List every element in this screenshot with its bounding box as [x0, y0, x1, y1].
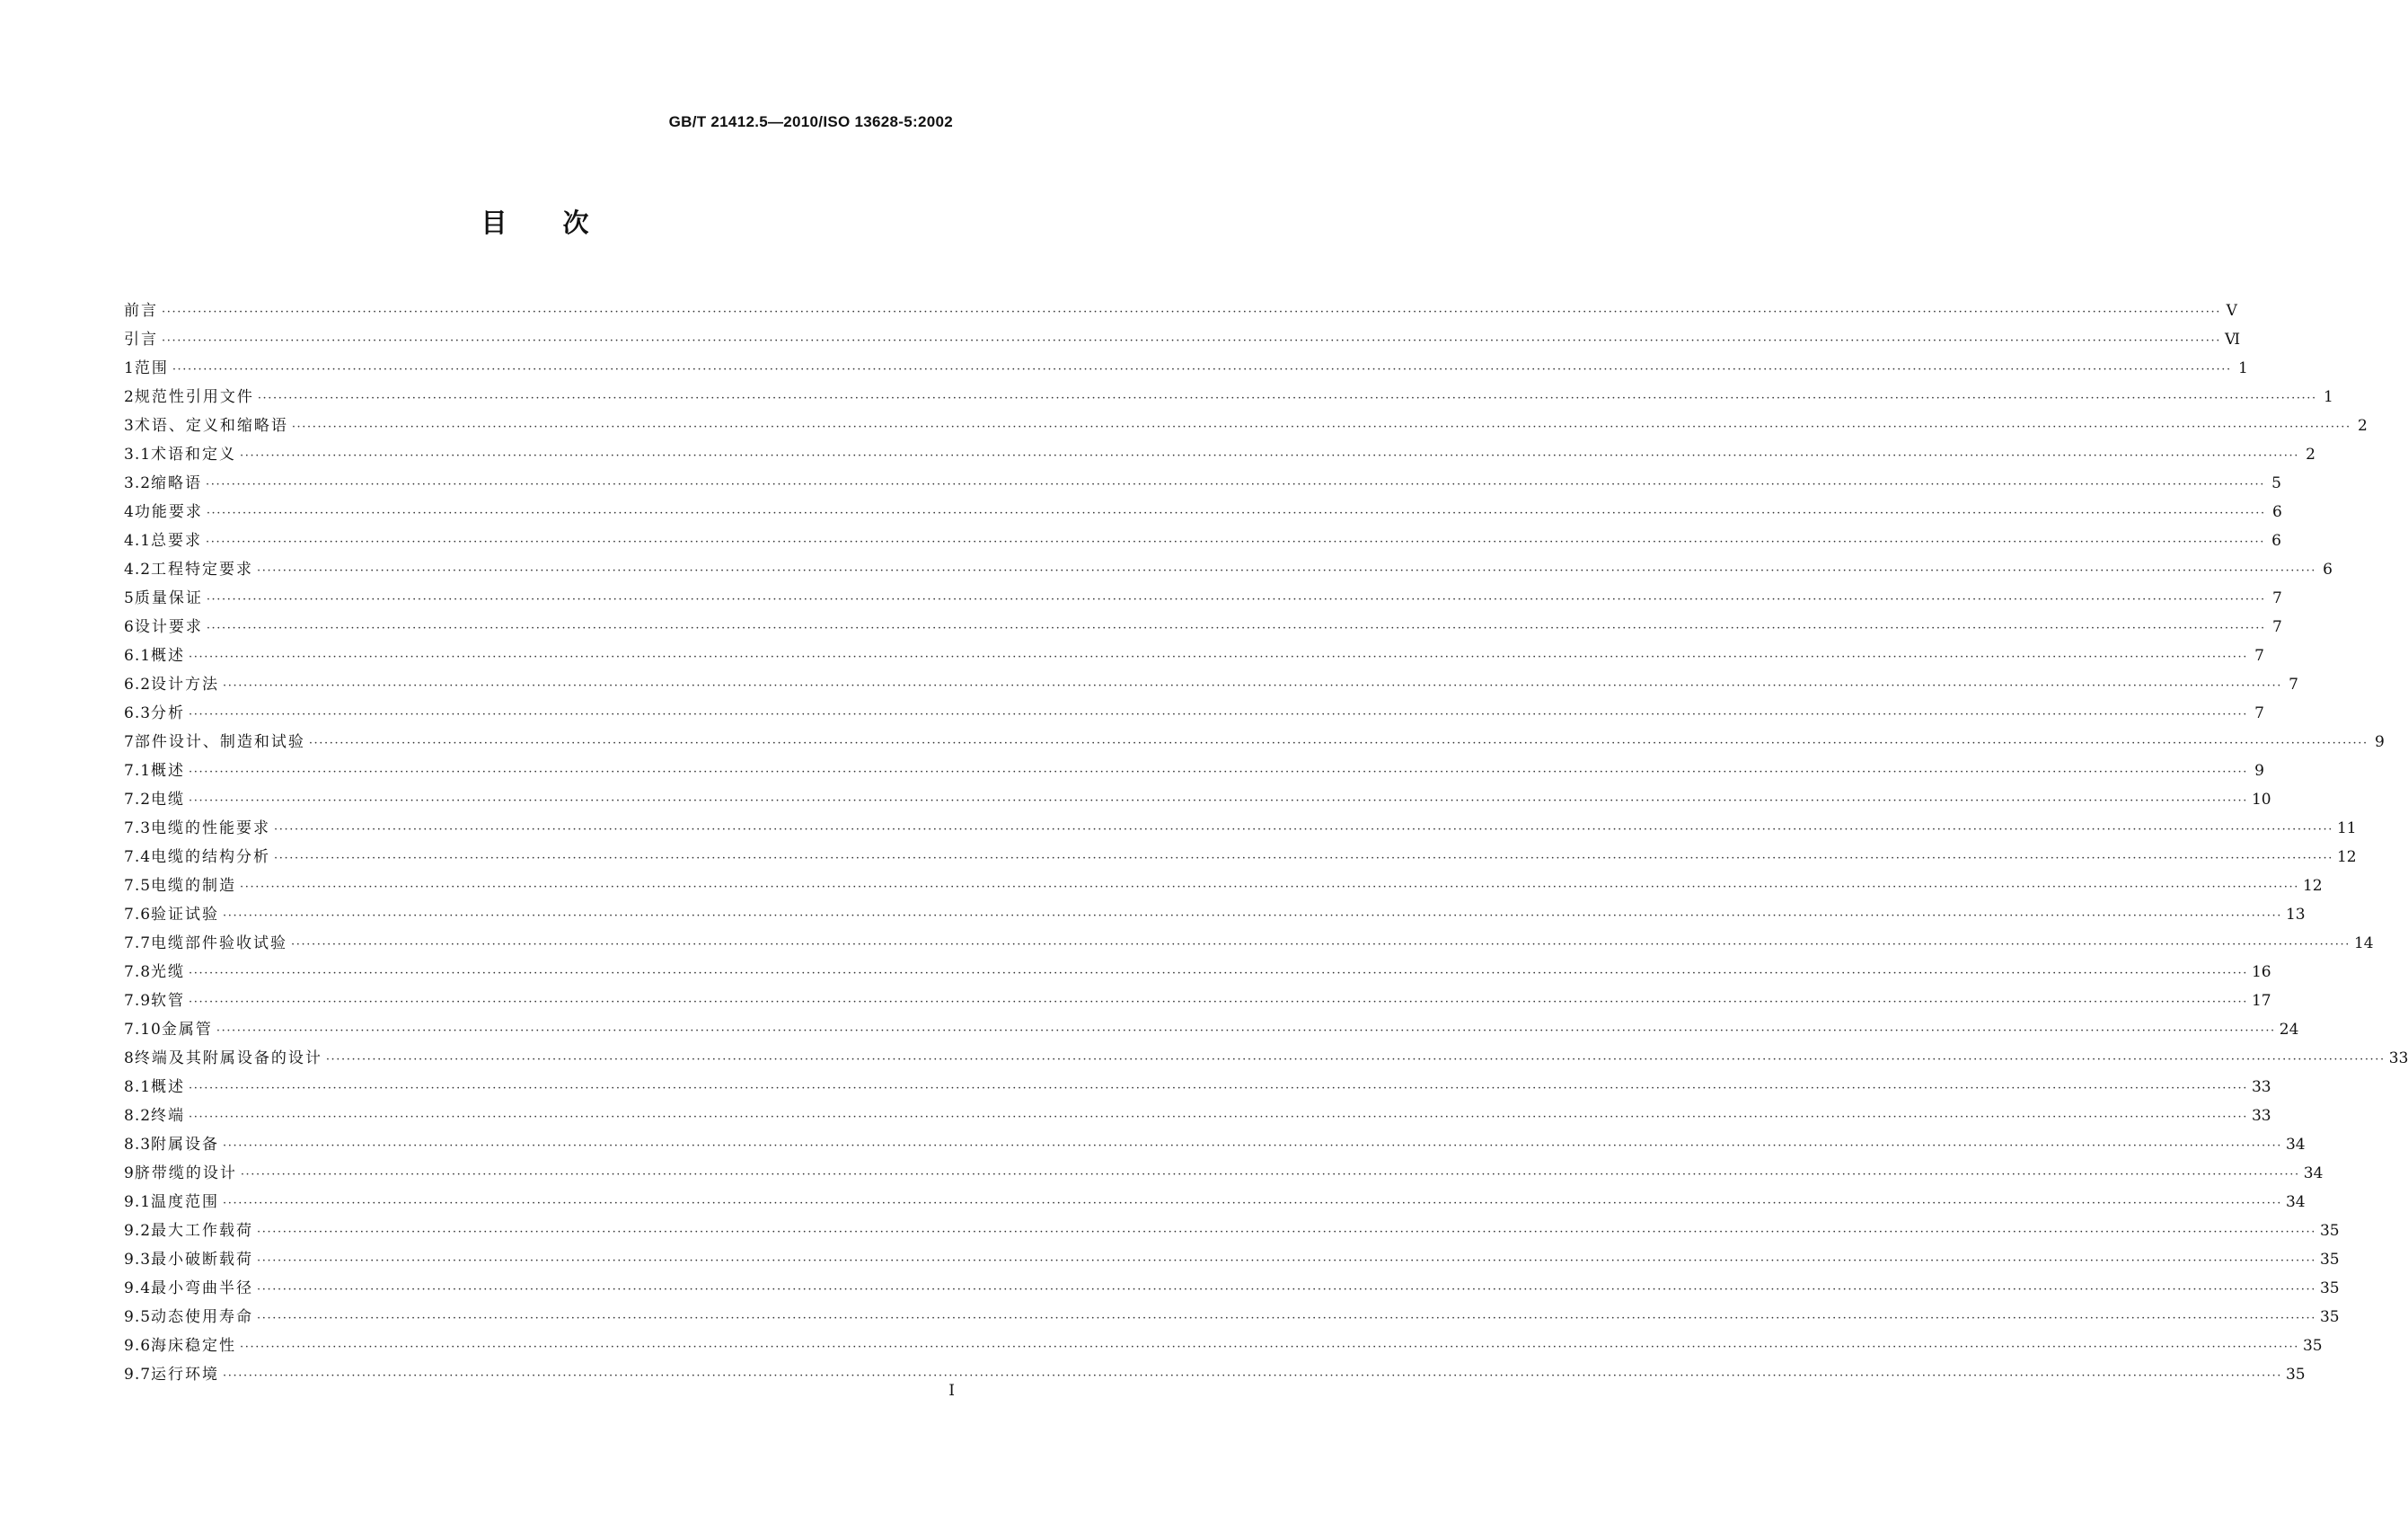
- toc-entry[interactable]: [124, 958, 2271, 987]
- toc-entry-page: 7: [2289, 676, 2298, 694]
- toc-entry-number: 7.6: [124, 906, 152, 924]
- toc-dot-leader: ················································································································································································································································································································································································································: [223, 1197, 2282, 1210]
- toc-entry-number: 9.1: [124, 1193, 152, 1211]
- toc-dot-leader: ················································································································································································································································································································································································································: [257, 564, 2316, 578]
- toc-entry-page: 7: [2271, 618, 2282, 636]
- toc-entry-page: 33: [2251, 1078, 2271, 1096]
- toc-dot-leader: ················································································································································································································································································································································································································: [206, 593, 2266, 606]
- toc-entry-number: 9.7: [124, 1366, 152, 1384]
- toc-dot-leader: ················································································································································································································································································································································································································: [206, 622, 2266, 635]
- toc-entry-title: 设计要求: [134, 618, 203, 636]
- page-title: 目次: [481, 208, 645, 238]
- toc-entry[interactable]: [124, 843, 2357, 872]
- toc-entry-number: 4: [124, 503, 135, 521]
- toc-entry-title: 最大工作载荷: [151, 1222, 254, 1240]
- toc-dot-leader: ················································································································································································································································································································································································································: [162, 305, 2221, 319]
- toc-entry[interactable]: [124, 785, 2271, 814]
- toc-dot-leader: ················································································································································································································································································································································································································: [240, 1340, 2299, 1354]
- toc-entry[interactable]: [124, 325, 2241, 354]
- toc-entry-page: 34: [2303, 1164, 2324, 1182]
- toc-entry-number: 9.4: [124, 1279, 152, 1297]
- toc-entry-page: 16: [2251, 963, 2271, 981]
- toc-entry-number: 8.1: [124, 1078, 152, 1096]
- toc-entry-number: 7.10: [124, 1021, 162, 1039]
- toc-entry-title: 最小弯曲半径: [151, 1279, 254, 1297]
- toc-entry-page: 35: [2319, 1279, 2340, 1297]
- toc-entry-page: 7: [2254, 704, 2264, 722]
- toc-entry[interactable]: [124, 1102, 2271, 1130]
- toc-entry-page: 13: [2285, 906, 2306, 924]
- toc-entry[interactable]: [124, 584, 2282, 613]
- toc-dot-leader: ················································································································································································································································································································································································································: [189, 995, 2248, 1009]
- toc-entry[interactable]: [124, 383, 2333, 411]
- toc-entry[interactable]: [124, 872, 2323, 900]
- toc-dot-leader: ················································································································································································································································································································································································································: [223, 1139, 2282, 1153]
- toc-entry-number: 8: [124, 1049, 135, 1067]
- toc-entry-title: 术语和定义: [151, 446, 237, 464]
- toc-entry-title: 脐带缆的设计: [134, 1164, 237, 1182]
- toc-entry-number: 3.2: [124, 474, 152, 492]
- toc-entry-number: 1: [124, 359, 135, 377]
- toc-entry-page: 2: [2306, 446, 2315, 464]
- toc-entry-page: 2: [2357, 417, 2368, 435]
- toc-entry-page: 17: [2251, 992, 2271, 1010]
- toc-entry-number: 7.8: [124, 963, 152, 981]
- toc-entry-title: 电缆部件验收试验: [151, 934, 288, 952]
- toc-dot-leader: ················································································································································································································································································································································································································: [223, 679, 2282, 693]
- toc-entry-number: 7.2: [124, 791, 152, 809]
- toc-dot-leader: ················································································································································································································································································································································································································: [189, 1082, 2248, 1095]
- toc-entry-title: 总要求: [151, 532, 203, 550]
- toc-dot-leader: ················································································································································································································································································································································································································: [257, 1283, 2316, 1296]
- toc-entry-page: 1: [2323, 388, 2333, 406]
- toc-entry[interactable]: [124, 1360, 2306, 1389]
- toc-entry-title: 概述: [151, 762, 186, 780]
- toc-entry[interactable]: [124, 469, 2281, 498]
- toc-entry-title: 动态使用寿命: [151, 1308, 254, 1326]
- toc-entry[interactable]: [124, 526, 2281, 555]
- toc-entry-page: 6: [2271, 532, 2281, 550]
- page-number: Ⅰ: [948, 1382, 955, 1400]
- toc-entry-number: 6.1: [124, 647, 152, 665]
- toc-entry-title: 金属管: [161, 1021, 213, 1039]
- standard-code: GB/T 21412.5—2010/ISO 13628-5:2002: [668, 113, 953, 130]
- toc-dot-leader: ················································································································································································································································································································································································································: [162, 334, 2221, 348]
- toc-entry-number: 5: [124, 589, 135, 607]
- toc-entry-title: 温度范围: [151, 1193, 220, 1211]
- toc-entry-page: 11: [2336, 819, 2357, 837]
- toc-dot-leader: ················································································································································································································································································································································································································: [189, 967, 2248, 980]
- toc-dot-leader: ················································································································································································································································································································································································································: [308, 737, 2368, 750]
- toc-entry[interactable]: [124, 613, 2282, 641]
- toc-dot-leader: ················································································································································································································································································································································································································: [257, 1254, 2316, 1268]
- toc-entry-page: 7: [2254, 647, 2264, 665]
- toc-dot-leader: ················································································································································································································································································································································································································: [257, 1225, 2316, 1239]
- toc-dot-leader: ················································································································································································································································································································································································································: [325, 1053, 2386, 1066]
- toc-entry[interactable]: [124, 900, 2306, 929]
- toc-entry-title: 终端: [151, 1107, 186, 1125]
- toc-dot-leader: ················································································································································································································································································································································································································: [240, 449, 2299, 463]
- toc-entry-page: 35: [2285, 1366, 2306, 1384]
- toc-entry-number: 3.1: [124, 446, 152, 464]
- toc-entry[interactable]: [124, 641, 2264, 670]
- toc-entry-page: 35: [2302, 1337, 2323, 1355]
- toc-dot-leader: ················································································································································································································································································································································································································: [189, 1110, 2248, 1124]
- toc-dot-leader: ················································································································································································································································································································································································································: [257, 1312, 2316, 1325]
- toc-dot-leader: ················································································································································································································································································································································································································: [206, 535, 2265, 549]
- toc-entry-title: 电缆的制造: [151, 877, 237, 895]
- toc-entry-page: 24: [2279, 1021, 2299, 1039]
- toc-entry[interactable]: [124, 1130, 2306, 1159]
- toc-dot-leader: ················································································································································································································································································································································································································: [274, 823, 2333, 836]
- toc-entry-title: 引言: [124, 331, 158, 349]
- toc-entry-number: 7.9: [124, 992, 152, 1010]
- toc-entry-number: 8.3: [124, 1136, 152, 1154]
- toc-entry[interactable]: [124, 1245, 2340, 1274]
- toc-dot-leader: ················································································································································································································································································································································································································: [206, 478, 2265, 491]
- toc-dot-leader: ················································································································································································································································································································································································································: [240, 1168, 2300, 1181]
- toc-entry-page: 9: [2374, 733, 2385, 751]
- toc-entry-title: 部件设计、制造和试验: [134, 733, 305, 751]
- toc-dot-leader: ················································································································································································································································································································································································································: [291, 938, 2351, 951]
- toc-entry[interactable]: [124, 1217, 2340, 1245]
- toc-entry[interactable]: [124, 1274, 2340, 1303]
- toc-entry-page: 35: [2319, 1222, 2340, 1240]
- toc-entry-title: 工程特定要求: [151, 561, 254, 579]
- toc-entry-title: 终端及其附属设备的设计: [134, 1049, 322, 1067]
- toc-entry-number: 7.1: [124, 762, 152, 780]
- toc-entry-title: 概述: [151, 647, 186, 665]
- toc-entry-number: 7.4: [124, 848, 152, 866]
- toc-entry[interactable]: [124, 929, 2374, 958]
- toc-entry[interactable]: [124, 1332, 2323, 1360]
- toc-entry[interactable]: [124, 728, 2385, 756]
- toc-entry-number: 9.5: [124, 1308, 152, 1326]
- toc-dot-leader: ················································································································································································································································································································································································································: [206, 507, 2266, 520]
- toc-entry[interactable]: [124, 1159, 2324, 1188]
- toc-entry[interactable]: [124, 756, 2264, 785]
- toc-entry-page: 34: [2285, 1136, 2306, 1154]
- toc-entry[interactable]: [124, 1303, 2340, 1332]
- toc-entry-number: 4.2: [124, 561, 152, 579]
- toc-dot-leader: ················································································································································································································································································································································································································: [257, 392, 2317, 405]
- toc-dot-leader: ················································································································································································································································································································································································································: [189, 765, 2248, 779]
- toc-entry[interactable]: [124, 411, 2368, 440]
- toc-entry-number: 7: [124, 733, 135, 751]
- toc-entry[interactable]: [124, 670, 2298, 699]
- toc-entry-number: 7.5: [124, 877, 152, 895]
- toc-entry-number: 3: [124, 417, 135, 435]
- toc-entry-number: 9: [124, 1164, 135, 1182]
- toc-entry-title: 缩略语: [151, 474, 203, 492]
- toc-entry[interactable]: [124, 814, 2357, 843]
- toc-entry-page: 10: [2251, 791, 2271, 809]
- toc-entry-title: 验证试验: [151, 906, 220, 924]
- toc-entry-number: 6.3: [124, 704, 152, 722]
- toc-entry-page: 1: [2237, 359, 2248, 377]
- toc-dot-leader: ················································································································································································································································································································································································································: [189, 794, 2248, 808]
- toc-entry-page: Ⅴ: [2226, 302, 2237, 320]
- toc-entry-title: 电缆: [151, 791, 186, 809]
- toc-entry-page: 7: [2271, 589, 2282, 607]
- toc-entry-number: 9.2: [124, 1222, 152, 1240]
- toc-entry[interactable]: [124, 555, 2333, 584]
- toc-dot-leader: ················································································································································································································································································································································································································: [189, 708, 2248, 721]
- toc-entry-title: 术语、定义和缩略语: [134, 417, 288, 435]
- toc-entry-number: 8.2: [124, 1107, 152, 1125]
- toc-entry-page: 35: [2319, 1308, 2340, 1326]
- toc-dot-leader: ················································································································································································································································································································································································································: [274, 852, 2333, 865]
- toc-dot-leader: ················································································································································································································································································································································································································: [223, 1369, 2282, 1383]
- toc-dot-leader: ················································································································································································································································································································································································································: [172, 363, 2232, 376]
- toc-entry-page: 6: [2323, 561, 2333, 579]
- toc-entry-page: 34: [2285, 1193, 2306, 1211]
- toc-entry-page: 6: [2271, 503, 2282, 521]
- toc-entry[interactable]: [124, 354, 2248, 383]
- toc-entry-title: 范围: [134, 359, 169, 377]
- toc-entry-page: 12: [2302, 877, 2323, 895]
- toc-entry-title: 运行环境: [151, 1366, 220, 1384]
- toc-entry-number: 7.3: [124, 819, 152, 837]
- toc-entry-number: 7.7: [124, 934, 152, 952]
- toc-entry[interactable]: [124, 1073, 2271, 1102]
- toc-entry-title: 电缆的结构分析: [151, 848, 271, 866]
- toc-entry-title: 质量保证: [134, 589, 203, 607]
- toc-entry[interactable]: [124, 498, 2282, 526]
- toc-dot-leader: ················································································································································································································································································································································································································: [223, 909, 2282, 923]
- toc-entry-number: 9.6: [124, 1337, 152, 1355]
- toc-entry-title: 规范性引用文件: [134, 388, 254, 406]
- toc-entry[interactable]: [124, 987, 2271, 1015]
- toc-entry[interactable]: [124, 1044, 2408, 1073]
- toc-dot-leader: ················································································································································································································································································································································································································: [216, 1024, 2276, 1038]
- toc-entry-title: 分析: [151, 704, 186, 722]
- toc-entry-title: 软管: [151, 992, 186, 1010]
- toc-entry-page: 35: [2319, 1251, 2340, 1269]
- toc-entry[interactable]: [124, 1015, 2299, 1044]
- toc-entry-page: 9: [2254, 762, 2264, 780]
- toc-entry-title: 海床稳定性: [151, 1337, 237, 1355]
- toc-dot-leader: ················································································································································································································································································································································································································: [189, 650, 2248, 664]
- toc-entry-number: 6: [124, 618, 135, 636]
- toc-entry-title: 概述: [151, 1078, 186, 1096]
- toc-entry[interactable]: [124, 1188, 2306, 1217]
- toc-entry-title: 设计方法: [151, 676, 220, 694]
- toc-entry-page: Ⅵ: [2224, 331, 2241, 349]
- toc-entry[interactable]: [124, 699, 2264, 728]
- toc-entry-title: 功能要求: [134, 503, 203, 521]
- toc-entry-page: 33: [2251, 1107, 2271, 1125]
- toc-entry-page: 5: [2271, 474, 2281, 492]
- toc-entry-page: 33: [2388, 1049, 2408, 1067]
- table-of-contents: [124, 296, 2408, 1389]
- toc-dot-leader: ················································································································································································································································································································································································································: [291, 420, 2351, 434]
- toc-entry-title: 前言: [124, 302, 158, 320]
- toc-entry-title: 最小破断载荷: [151, 1251, 254, 1269]
- toc-entry-title: 电缆的性能要求: [151, 819, 271, 837]
- toc-entry-number: 6.2: [124, 676, 152, 694]
- toc-entry-number: 4.1: [124, 532, 152, 550]
- toc-entry-page: 12: [2336, 848, 2357, 866]
- toc-entry-page: 14: [2353, 934, 2374, 952]
- toc-entry-title: 附属设备: [151, 1136, 220, 1154]
- toc-entry-number: 9.3: [124, 1251, 152, 1269]
- toc-entry-title: 光缆: [151, 963, 186, 981]
- toc-dot-leader: ················································································································································································································································································································································································································: [240, 880, 2299, 894]
- toc-entry-number: 2: [124, 388, 135, 406]
- toc-entry[interactable]: [124, 296, 2237, 325]
- toc-entry[interactable]: [124, 440, 2315, 469]
